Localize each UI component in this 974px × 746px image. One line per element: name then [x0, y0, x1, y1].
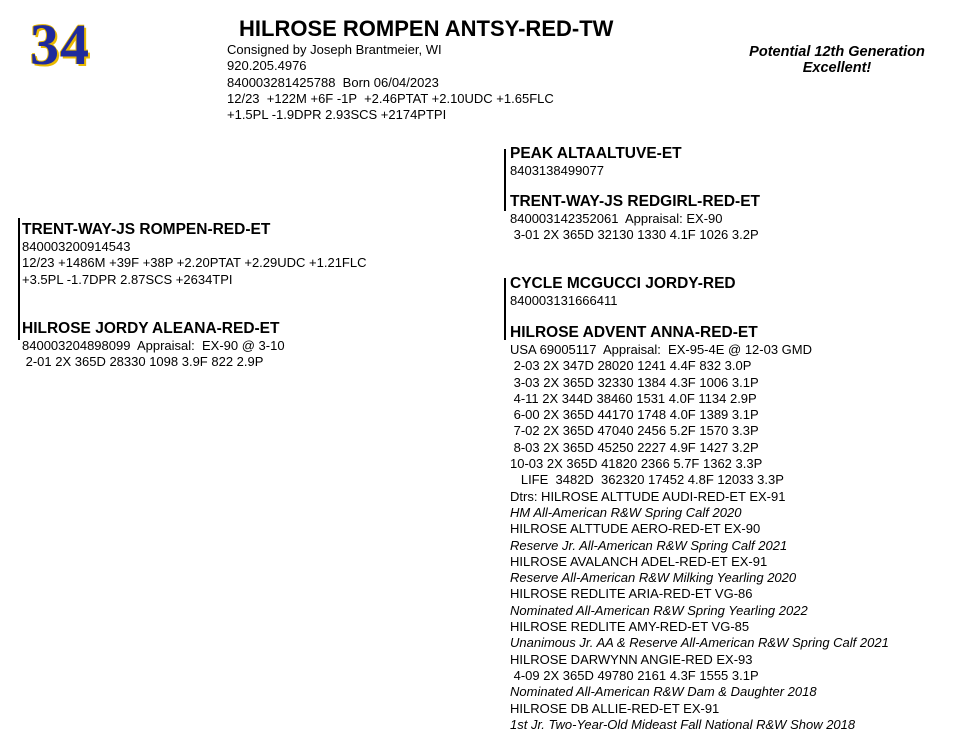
record-line: LIFE 3482D 362320 17452 4.8F 12033 3.3P: [510, 472, 784, 488]
sire-genomic-2: +3.5PL -1.7DPR 2.87SCS +2634TPI: [22, 271, 233, 287]
dam-block: [22, 319, 285, 371]
dam-sire-block: [510, 274, 736, 309]
record-line: HILROSE REDLITE ARIA-RED-ET VG-86: [510, 586, 753, 602]
sire-dam-name: TRENT-WAY-JS REDGIRL-RED-ET: [510, 193, 761, 210]
consignor-line: Consigned by Joseph Brantmeier, WI: [227, 42, 442, 57]
id-born-line: 840003281425788 Born 06/04/2023: [227, 74, 439, 90]
dam-name: HILROSE JORDY ALEANA-RED-ET: [22, 320, 280, 337]
record-line: 8-03 2X 365D 45250 2227 4.9F 1427 3.2P: [510, 439, 759, 455]
phone-line: 920.205.4976: [227, 58, 307, 74]
potential-note: [722, 44, 952, 76]
record-line: 6-00 2X 365D 44170 1748 4.0F 1389 3.1P: [510, 407, 759, 423]
potential-line-2: Excellent!: [802, 60, 872, 76]
record-line: HILROSE DARWYNN ANGIE-RED EX-93: [510, 651, 753, 667]
award-line: Reserve All-American R&W Milking Yearling 2020: [510, 570, 797, 586]
sire-genomic-1: 12/23 +1486M +39F +38P +2.20PTAT +2.29UDC +1.21FLC: [22, 255, 367, 271]
record-line: 2-03 2X 347D 28020 1241 4.4F 832 3.0P: [510, 358, 752, 374]
record-line: HILROSE REDLITE AMY-RED-ET VG-85: [510, 619, 750, 635]
sire-sire-block: [510, 144, 682, 179]
record-line: Dtrs: HILROSE ALTTUDE AUDI-RED-ET EX-91: [510, 488, 786, 504]
record-line: HILROSE AVALANCH ADEL-RED-ET EX-91: [510, 553, 768, 569]
dam-dam-details: [510, 342, 889, 733]
sire-dam-block: [510, 192, 760, 244]
dam-sire-name: CYCLE MCGUCCI JORDY-RED: [510, 275, 736, 292]
award-line: Nominated All-American R&W Spring Yearling 2022: [510, 602, 808, 618]
dam-side-bracket: [504, 278, 506, 340]
record-line: 4-09 2X 365D 49780 2161 4.3F 1555 3.1P: [510, 667, 759, 683]
award-line: Nominated All-American R&W Dam & Daughter 2018: [510, 684, 817, 700]
dam-dam-block: [510, 323, 889, 733]
sire-block: [22, 220, 367, 288]
record-line: 3-03 2X 365D 32330 1384 4.3F 1006 3.1P: [510, 374, 759, 390]
dam-sire-id: 840003131666411: [510, 293, 618, 308]
sire-dam-record: 3-01 2X 365D 32130 1330 4.1F 1026 3.2P: [510, 227, 759, 243]
animal-name: HILROSE ROMPEN ANTSY-RED-TW: [239, 16, 614, 41]
sire-sire-id: 8403138499077: [510, 163, 604, 178]
dam-record: 2-01 2X 365D 28330 1098 3.9F 822 2.9P: [22, 354, 264, 370]
award-line: Unanimous Jr. AA & Reserve All-American R&W Spring Calf 2021: [510, 635, 889, 651]
sire-bracket: [18, 218, 20, 340]
animal-info: [227, 42, 554, 123]
lot-number: 34: [30, 12, 90, 77]
genomic-line-1: 12/23 +122M +6F -1P +2.46PTAT +2.10UDC +1.65FLC: [227, 90, 554, 106]
dam-appraisal: 840003204898099 Appraisal: EX-90 @ 3-10: [22, 338, 285, 353]
record-line: USA 69005117 Appraisal: EX-95-4E @ 12-03 GMD: [510, 342, 813, 357]
record-line: 4-11 2X 344D 38460 1531 4.0F 1134 2.9P: [510, 390, 757, 406]
record-line: 7-02 2X 365D 47040 2456 5.2F 1570 3.3P: [510, 423, 759, 439]
award-line: Reserve Jr. All-American R&W Spring Calf 2021: [510, 537, 788, 553]
potential-line-1: Potential 12th Generation: [749, 44, 925, 60]
genomic-line-2: +1.5PL -1.9DPR 2.93SCS +2174PTPI: [227, 107, 447, 123]
sire-sire-name: PEAK ALTAALTUVE-ET: [510, 145, 682, 162]
record-line: HILROSE ALTTUDE AERO-RED-ET EX-90: [510, 521, 761, 537]
sire-id: 840003200914543: [22, 239, 131, 254]
sire-dam-appraisal: 840003142352061 Appraisal: EX-90: [510, 211, 723, 226]
award-line: HM All-American R&W Spring Calf 2020: [510, 504, 742, 520]
sire-name: TRENT-WAY-JS ROMPEN-RED-ET: [22, 221, 271, 238]
award-line: 1st Jr. Two-Year-Old Mideast Fall National R&W Show 2018: [510, 716, 856, 732]
record-line: HILROSE DB ALLIE-RED-ET EX-91: [510, 700, 720, 716]
sire-side-bracket: [504, 149, 506, 211]
record-line: 10-03 2X 365D 41820 2366 5.7F 1362 3.3P: [510, 456, 763, 472]
dam-dam-name: HILROSE ADVENT ANNA-RED-ET: [510, 324, 758, 341]
